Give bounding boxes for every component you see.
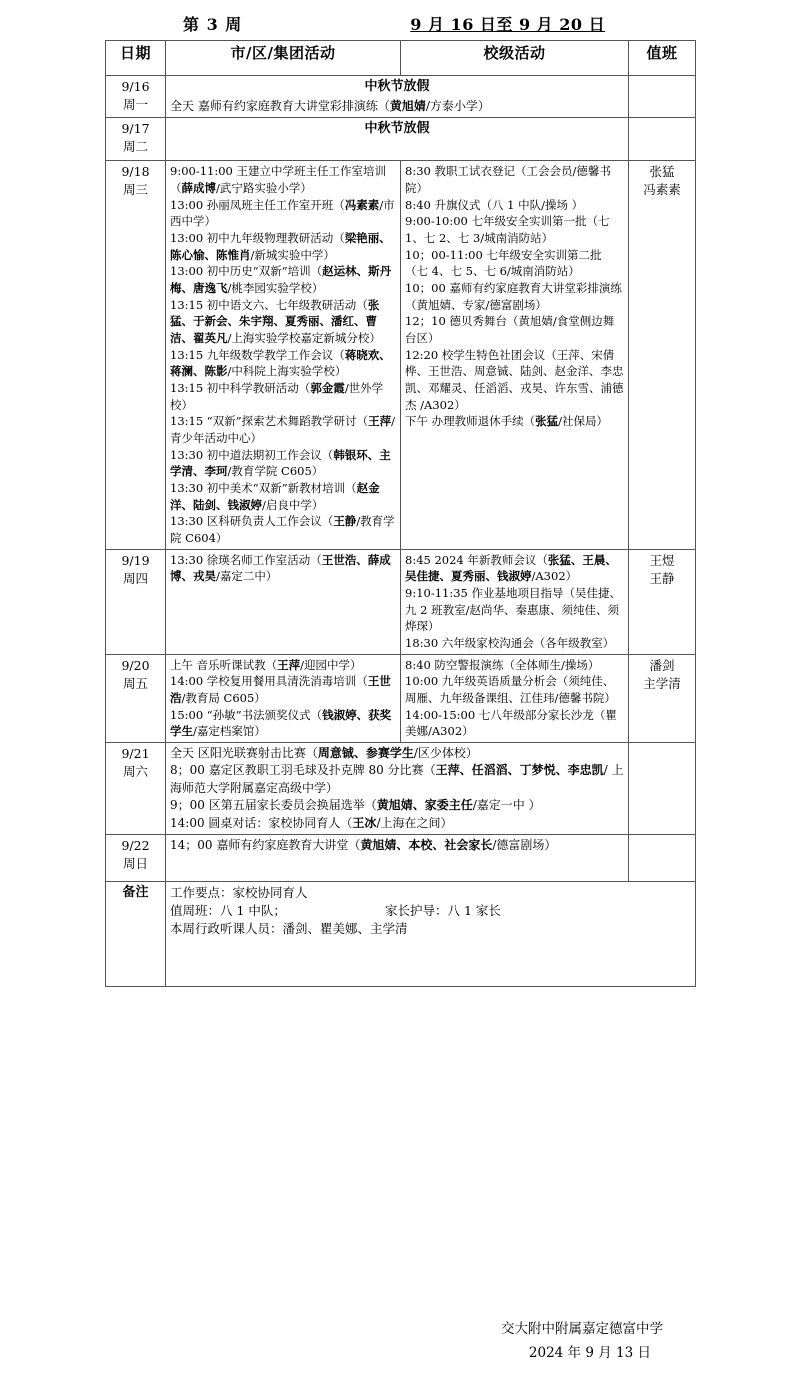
activity-location: /社保局）: [558, 414, 609, 429]
activity-time: 8:40: [405, 657, 431, 672]
document-footer: [105, 1318, 695, 1365]
activity-item: [405, 247, 624, 280]
duty-cell-0920: [629, 654, 696, 742]
date-dow: 周日: [122, 856, 148, 872]
activity-text: 音乐听课试教（: [193, 657, 278, 672]
date-dow: 周五: [122, 675, 148, 691]
duty-person: 张猛: [649, 164, 675, 180]
column-header-school: 校级活动: [401, 41, 629, 76]
activity-location: /教育学院 C604）: [170, 514, 395, 546]
activity-text: 升旗仪式（八 1 中队/操场 ）: [430, 197, 584, 212]
activity-location: /青少年活动中心）: [170, 414, 395, 445]
duty-cell-0918: [629, 161, 696, 549]
activity-location: /迎园中学）: [300, 657, 362, 672]
activity-text: 区科研负责人工作会议（: [203, 514, 334, 529]
date-cell-0921: [106, 743, 166, 835]
city-activities-0919: [166, 549, 401, 654]
activity-time: 18:30: [405, 636, 439, 651]
school-activities-0920: [401, 654, 629, 742]
activity-time: 13:30: [170, 481, 204, 495]
person-name: 王萍、任滔滔、丁梦悦、李忠凯: [435, 763, 604, 778]
activity-time: 14；00: [170, 838, 213, 853]
footer-organization: 交大附中附属嘉定德富中学: [501, 1321, 663, 1337]
activity-text: 嘉定区教职工羽毛球及扑克牌 80 分比赛（: [204, 763, 436, 778]
date-range-text: 9 月 16 日至 9 月 20 日: [410, 14, 606, 34]
activity-text: 七年级安全实训第二批（七 4、七 5、七 6/城南消防站）: [405, 247, 602, 279]
date-md: 9/19: [121, 552, 150, 568]
date-md: 9/16: [121, 79, 150, 94]
holiday-subtext: [170, 98, 624, 115]
activity-text: 初中美术“双新”新教材培训（: [203, 481, 357, 495]
activity-location: /中科院上海实验学校）: [227, 364, 347, 379]
activity-text: 作业基地项目指导（吴佳捷、九 2 班教室/赵尚华、秦惠康、须纯佳、须烨琛）: [405, 586, 622, 634]
activity-item: [170, 263, 396, 296]
date-cell-0917: [106, 118, 166, 161]
notes-duty-class: 值周班：八 1 中队；: [170, 903, 286, 919]
notes-row: [106, 882, 696, 987]
activity-location: /世外学校）: [170, 380, 384, 412]
activities-0921: [166, 743, 629, 835]
person-name: 黄旭婧、本校、社会家长: [360, 838, 493, 853]
activity-location: /嘉定一中 ）: [472, 798, 541, 813]
person-name: 周意铖、参赛学生: [317, 746, 414, 761]
activity-text: 六年级家校沟通会（各年级教室）: [438, 636, 615, 651]
duty-person: 冯素素: [643, 182, 681, 198]
notes-line-2: [170, 902, 691, 920]
activity-text: 区第五届家长委员会换届选举（: [204, 798, 377, 813]
activity-item: [170, 657, 396, 674]
activity-location: /教育局 C605）: [181, 691, 266, 706]
table-row: [106, 835, 696, 882]
person-name: 王萍: [277, 657, 301, 672]
person-name: 黄旭婧、家委主任: [376, 798, 473, 813]
activity-item: [170, 447, 396, 480]
person-name: 张猛、于新会、朱宇翔、夏秀丽、潘红、曹洁、翟英凡: [170, 297, 380, 345]
activity-time: 13:30: [170, 552, 204, 567]
activity-item: [170, 837, 624, 854]
activity-location: /武宁路实验小学）: [216, 180, 312, 195]
activity-item: [170, 762, 624, 797]
activity-time: 9；00: [170, 798, 205, 813]
activity-location: /A302）: [531, 569, 578, 584]
table-body: [106, 76, 696, 987]
person-name: 张猛: [535, 414, 559, 429]
activity-text: 初中九年级物理教研活动（: [203, 230, 345, 245]
activity-item: [405, 657, 624, 674]
table-row: [106, 161, 696, 549]
activity-time: 13:15: [170, 414, 204, 429]
activity-text: 圆桌对话：家校协同育人（: [204, 815, 353, 830]
activity-item: [170, 707, 396, 740]
activity-location: /市西中学）: [170, 197, 395, 229]
notes-body: [166, 882, 696, 987]
activity-item: [170, 552, 396, 585]
activity-time: 14:00: [170, 674, 204, 689]
activity-text: 初中道法期初工作会议（: [203, 447, 334, 462]
activity-time: 12；10: [405, 314, 446, 329]
date-md: 9/17: [121, 121, 150, 137]
activity-time: 13:15: [170, 380, 204, 395]
activity-text: 初中语文六、七年级教研活动（: [203, 297, 368, 312]
person-name: 王萍: [368, 414, 392, 429]
activity-text: 七八年级部分家长沙龙（瞿美娜/A302）: [405, 707, 617, 739]
person-name: 韩银环、主学清、李珂: [170, 447, 391, 479]
person-name: 梁艳丽、陈心愉、陈惟肖: [170, 230, 391, 262]
activity-item: [405, 635, 624, 652]
city-activities-0920: [166, 654, 401, 742]
date-md: 9/18: [121, 164, 150, 180]
activity-time: 10；00: [405, 280, 446, 295]
date-dow: 周三: [122, 182, 148, 198]
document-header: [105, 8, 695, 38]
header-row: [106, 41, 696, 76]
activity-time: 13:00: [170, 264, 204, 279]
holiday-cell-0916: [166, 76, 629, 118]
activity-location: / 上海师范大学附属嘉定高级中学）: [170, 763, 624, 795]
weekly-schedule-table: [105, 40, 696, 987]
duty-cell-0919: [629, 549, 696, 654]
activity-location: /嘉定档案馆）: [193, 724, 266, 739]
activity-time: 上午: [170, 657, 193, 672]
activity-time: 13:00: [170, 230, 204, 245]
person-name: 张猛、王晨、吴佳捷、夏秀丽、钱淑婷: [405, 552, 617, 584]
activity-time: 15:00: [170, 707, 204, 722]
activity-item: [170, 230, 396, 263]
activity-item: [170, 745, 624, 762]
activity-text: 徐瑛名师工作室活动（: [203, 552, 322, 567]
activity-item: [405, 197, 624, 214]
activity-time: 13:15: [170, 347, 204, 362]
holiday-title: 中秋节放假: [364, 121, 430, 137]
activity-text: 孙丽凤班主任工作室开班（: [203, 197, 345, 212]
school-activities-0918: [401, 161, 629, 549]
activity-text: 七年级安全实训第一批（七 1、七 2、七 3/城南消防站）: [405, 214, 610, 245]
activity-time: 13:30: [170, 514, 204, 529]
table-row: [106, 76, 696, 118]
activity-time: 9:00-10:00: [405, 214, 468, 229]
activity-time: 14:00-15:00: [405, 707, 476, 722]
duty-cell-0921: [629, 743, 696, 835]
activity-text: 学校复用餐用具清洗消毒培训（: [203, 674, 368, 689]
column-header-city: 市/区/集团活动: [166, 41, 401, 76]
activity-item: [405, 163, 624, 196]
activity-item: [170, 480, 396, 513]
activity-item: [405, 347, 624, 414]
activity-text: 2024 年新教师会议（: [430, 552, 548, 567]
date-md: 9/21: [121, 746, 150, 762]
notes-label: 备注: [106, 882, 166, 987]
date-cell-0916: [106, 76, 166, 118]
activity-time: 9:10-11:35: [405, 586, 468, 601]
activity-text: 王建立中学班主任工作室培训（: [170, 164, 387, 195]
table-header: [106, 41, 696, 76]
person-name: 王冰: [352, 815, 377, 830]
activity-item: [405, 552, 624, 585]
activity-time: 14:00: [170, 815, 205, 830]
activity-text: 区阳光联赛射击比赛（: [194, 746, 318, 761]
activity-location: /嘉定二中）: [216, 569, 278, 584]
activity-item: [170, 197, 396, 230]
column-header-date: 日期: [106, 41, 166, 76]
activity-location: /桃李园实验学校）: [227, 280, 324, 295]
activity-text: 初中历史“双新”培训（: [203, 264, 323, 279]
activity-item: [170, 513, 396, 546]
week-label: 第 3 周: [183, 14, 243, 34]
date-cell-0918: [106, 161, 166, 549]
duty-person: 潘剑: [649, 657, 675, 673]
duty-cell-0917: [629, 118, 696, 161]
holiday-cell-0917: [166, 118, 629, 161]
activity-item: [405, 280, 624, 313]
activity-time: 13:30: [170, 447, 204, 462]
activity-location: /启良中学）: [262, 497, 324, 512]
person-name: 蒋晓欢、蒋澜、陈影: [170, 347, 391, 379]
activity-location: /新城实验中学）: [250, 247, 335, 262]
activity-location: /上海实验学校嘉定新城分校）: [227, 330, 381, 345]
footer-date: 2024 年 9 月 13 日: [528, 1344, 651, 1361]
duty-cell-0916: [629, 76, 696, 118]
table-row: [106, 743, 696, 835]
activity-item: [405, 313, 624, 346]
date-md: 9/22: [121, 838, 150, 854]
date-dow: 周四: [122, 570, 148, 586]
activity-location: /教育学院 C605）: [227, 464, 324, 479]
activity-item: [170, 163, 396, 196]
table-row: [106, 118, 696, 161]
activity-text: 嘉师有约家庭教育大讲堂彩排演练（黄旭婧、专家/德富剧场）: [405, 280, 622, 312]
person-name: 王世浩: [170, 674, 391, 706]
duty-cell-0922: [629, 835, 696, 882]
activity-location: /德富剧场）: [492, 838, 557, 853]
activity-item: [170, 797, 624, 814]
table-row: [106, 654, 696, 742]
activity-text: 防空警报演练（全体师生/操场）: [430, 657, 600, 672]
person-name: 王世浩、薛成博、戎昊: [170, 552, 391, 584]
activity-text: 九年级数学教学工作会议（: [203, 347, 345, 362]
activity-item: [170, 347, 396, 380]
activity-item: [170, 380, 396, 413]
activity-time: 9:00-11:00: [170, 164, 233, 179]
notes-line-3: 本周行政听课人员：潘剑、瞿美娜、主学清: [170, 921, 408, 937]
activity-text: 九年级英语质量分析会（须纯佳、周雁、九年级备课组、江佳玮/德馨书院）: [405, 674, 616, 706]
notes-line-1: 工作要点：家校协同育人: [170, 885, 308, 901]
activities-0922: [166, 835, 629, 882]
activity-item: [405, 707, 624, 740]
city-activities-0918: [166, 161, 401, 549]
date-range: [410, 12, 605, 35]
activity-text: 嘉师有约家庭教育大讲堂（: [212, 838, 361, 853]
date-dow: 周一: [122, 97, 148, 113]
activity-text: 办理教师退休手续（: [428, 414, 536, 429]
activity-item: [405, 585, 624, 635]
text-pre: 全天 嘉师有约家庭教育大讲堂彩排演练（: [170, 98, 390, 113]
activity-time: 12:20: [405, 347, 439, 362]
date-dow: 周二: [122, 139, 148, 155]
activity-location: /区少体校）: [413, 746, 478, 761]
activity-time: 8:30: [405, 164, 431, 179]
activity-text: “孙敏”书法颁奖仪式（: [203, 707, 323, 722]
activity-time: 13:15: [170, 297, 204, 312]
holiday-title: 中秋节放假: [364, 79, 430, 94]
date-dow: 周六: [122, 764, 148, 780]
person-name: 郭金霞: [310, 380, 345, 395]
activity-item: [170, 413, 396, 446]
date-md: 9/20: [121, 657, 150, 673]
duty-person: 王静: [649, 570, 675, 586]
person-name: 赵运林、斯丹梅、唐逸飞: [170, 264, 392, 295]
person-name: 王静: [333, 514, 357, 529]
activity-item: [405, 213, 624, 246]
date-cell-0922: [106, 835, 166, 882]
activity-time: 10:00: [405, 674, 439, 689]
person-name: 冯素素: [344, 197, 380, 212]
activity-text: 德贝秀舞台（黄旭婧/食堂侧边舞台区）: [405, 314, 615, 345]
person-name: 赵金洋、陆剑、钱淑婷: [170, 481, 380, 512]
activity-text: 校学生特色社团会议（王萍、宋倩桦、王世浩、周意铖、陆剑、赵金洋、李忠凯、邓耀灵、任滔滔、戎昊、许东雪、浦德杰 /A302）: [405, 347, 624, 412]
table-row: [106, 549, 696, 654]
activity-item: [170, 815, 624, 832]
date-cell-0920: [106, 654, 166, 742]
person-name: 钱淑婷、获奖学生: [170, 707, 392, 739]
activity-time: 8；00: [170, 763, 205, 778]
activity-item: [170, 297, 396, 347]
activity-text: 教职工试衣登记（工会会员/德馨书院）: [405, 164, 611, 195]
date-cell-0919: [106, 549, 166, 654]
activity-text: 初中科学教研活动（: [203, 380, 311, 395]
activity-item: [405, 673, 624, 706]
person-name: 薛成博: [181, 180, 216, 195]
person-name: 黄旭婧: [389, 98, 426, 113]
column-header-duty: 值班: [629, 41, 696, 76]
activity-text: “双新”探索艺术舞蹈教学研讨（: [203, 414, 369, 429]
activity-item: [405, 413, 624, 430]
school-activities-0919: [401, 549, 629, 654]
text-post: /方泰小学）: [425, 98, 490, 113]
activity-item: [170, 673, 396, 706]
activity-location: /上海在之间）: [376, 815, 453, 830]
activity-time: 全天: [170, 746, 195, 761]
duty-person: 主学清: [643, 675, 681, 691]
notes-parent-guard: 家长护导：八 1 家长: [385, 903, 501, 919]
activity-time: 13:00: [170, 197, 204, 212]
duty-person: 王煜: [649, 552, 675, 568]
activity-time: 下午: [405, 414, 428, 429]
activity-time: 8:40: [405, 197, 431, 212]
activity-time: 8:45: [405, 552, 431, 567]
activity-time: 10；00-11:00: [405, 247, 483, 262]
